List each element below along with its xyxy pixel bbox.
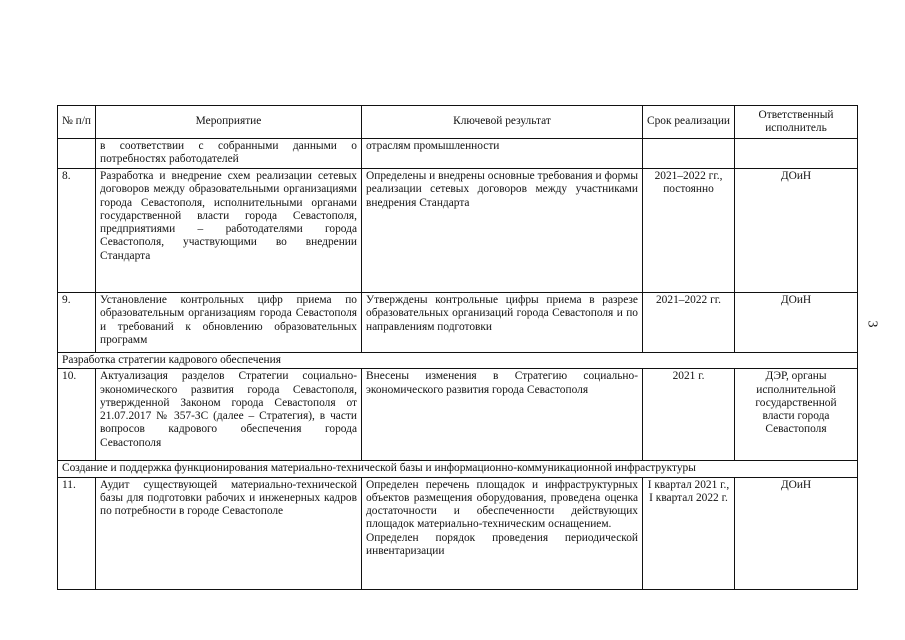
header-result: Ключевой результат <box>362 106 643 139</box>
cell-activity: Разработка и внедрение схем реализации сетевых договоров между образовательными организациями города Севастополя, исполнительными органами государственной власти города Севастополя, предприятиями – работодателями города Севастополя, участвующими во внедрении Стандарта <box>96 169 362 293</box>
cell-num: 8. <box>58 169 96 293</box>
cell-responsible: ДОиН <box>735 477 858 589</box>
header-responsible: Ответственный исполнитель <box>735 106 858 139</box>
term-line-2: I квартал 2022 г. <box>649 491 728 504</box>
cell-responsible: ДОиН <box>735 293 858 353</box>
cell-responsible: ДЭР, органы исполнительной государственной власти города Севастополя <box>735 369 858 461</box>
cell-activity: в соответствии с собранными данными о потребностях работодателей <box>96 139 362 169</box>
cell-activity: Аудит существующей материально-технической базы для подготовки рабочих и инженерных кадров по потребности в городе Севастополе <box>96 477 362 589</box>
cell-result: Определены и внедрены основные требования и формы реализации сетевых договоров между участниками внедрения Стандарта <box>362 169 643 293</box>
header-activity: Мероприятие <box>96 106 362 139</box>
table-header-row <box>58 106 858 139</box>
cell-result: Внесены изменения в Стратегию социально-экономического развития города Севастополя <box>362 369 643 461</box>
table-row-9 <box>58 293 858 353</box>
cell-num: 9. <box>58 293 96 353</box>
cell-responsible: ДОиН <box>735 169 858 293</box>
cell-num: 11. <box>58 477 96 589</box>
cell-result: Утверждены контрольные цифры приема в разрезе образовательных организаций города Севастополя и по направлениям подготовки <box>362 293 643 353</box>
section-title: Разработка стратегии кадрового обеспечения <box>58 353 858 369</box>
term-line-1: I квартал 2021 г., <box>647 478 730 491</box>
cell-result <box>362 477 643 589</box>
cell-num <box>58 139 96 169</box>
header-num: № п/п <box>58 106 96 139</box>
cell-activity: Установление контрольных цифр приема по образовательным организациям города Севастополя и требований к обновлению образовательных программ <box>96 293 362 353</box>
cell-term: 2021–2022 гг., постоянно <box>643 169 735 293</box>
cell-num: 10. <box>58 369 96 461</box>
cell-term: 2021 г. <box>643 369 735 461</box>
result-paragraph-2: Определен порядок проведения периодической инвентаризации <box>366 531 638 558</box>
cell-term <box>643 139 735 169</box>
header-term: Срок реализации <box>643 106 735 139</box>
section-row-staffing-strategy <box>58 353 858 369</box>
table-row-10 <box>58 369 858 461</box>
cell-term <box>643 477 735 589</box>
cell-result: отраслям промышленности <box>362 139 643 169</box>
page-number: 3 <box>864 320 880 328</box>
table-row-8 <box>58 169 858 293</box>
table-row-continuation <box>58 139 858 169</box>
plan-table <box>57 105 858 590</box>
section-title: Создание и поддержка функционирования материально-технической базы и информационно-коммуникационной инфраструктуры <box>58 461 858 477</box>
table-row-11 <box>58 477 858 589</box>
cell-responsible <box>735 139 858 169</box>
section-row-infrastructure <box>58 461 858 477</box>
cell-activity: Актуализация разделов Стратегии социально-экономического развития города Севастополя, утвержденной Законом города Севастополя от 21.07.2017 № 357-ЗС (далее – Стратегия), в части вопросов кадрового обеспечения города Севастополя <box>96 369 362 461</box>
cell-term: 2021–2022 гг. <box>643 293 735 353</box>
result-paragraph-1: Определен перечень площадок и инфраструктурных объектов размещения оборудования, проведена оценка достаточности и обеспеченности действующих площадок материально-техническим оснащением. <box>366 478 638 531</box>
